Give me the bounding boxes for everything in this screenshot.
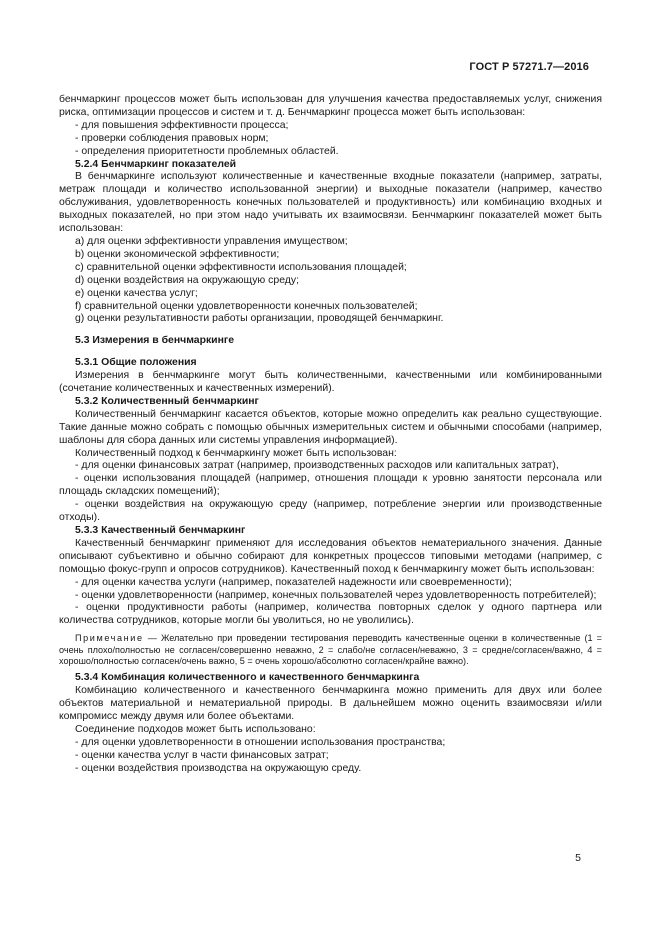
list-item: - для повышения эффективности процесса; [75, 119, 289, 131]
section-heading-5-3: 5.3 Измерения в бенчмаркинге [75, 335, 235, 347]
list-item: - для оценки финансовых затрат (например, производственных расходов или капитальных затрат), [75, 460, 559, 472]
paragraph: Количественный подход к бенчмаркингу может быть использован: [75, 447, 397, 459]
section-heading-5-2-4: 5.2.4 Бенчмаркинг показателей [75, 158, 237, 170]
paragraph: Комбинацию количественного и качественного бенчмаркинга можно применить для двух или более объектов материальной и нематериальной природы. В дальнейшем можно оценить взаимосвязи и/или компромисс между двумя или более объектами. [59, 685, 602, 723]
paragraph: Качественный бенчмаркинг применяют для исследования объектов нематериального значения. Данные описывают субъективно и обычно собирают для конкретных процессов типовыми методами (например, с помощью фокус-групп и опросов сотрудников). Качественный поход к бенчмаркингу может быть использован: [59, 537, 602, 575]
document-code: ГОСТ Р 57271.7—2016 [469, 61, 589, 73]
list-item: f) сравнительной оценки удовлетворенности конечных пользователей; [75, 300, 418, 312]
list-item: - оценки воздействия на окружающую среду (например, потребление энергии или производственные отходы). [59, 499, 602, 524]
list-item: g) оценки результативности работы организации, проводящей бенчмаркинг. [75, 313, 444, 325]
list-item: - оценки качества услуг в части финансовых затрат; [75, 749, 329, 761]
list-item: - оценки продуктивности работы (например, количества повторных сделок у одного партнера или количества сотрудников, которые могли бы уволиться, но не уволились). [59, 602, 602, 627]
list-item: - для оценки качества услуги (например, показателей надежности или своевременности); [75, 576, 512, 588]
list-item: c) сравнительной оценки эффективности использования площадей; [75, 261, 407, 273]
list-item: - оценки использования площадей (например, отношения площади к уровню занятости персонала или площадь складских помещений); [59, 473, 602, 498]
list-item: b) оценки экономической эффективности; [75, 248, 280, 260]
note-text: — Желательно при проведении тестирования переводить качественные оценки в количественные (1 = очень плохо/полностью не согласен/совершенно неважно, 2 = слабо/не согласен/неважно, 3 = средне/согласен/важно, 4 = хорошо/полностью согласен/очень важно, 5 = очень хорошо/абсолютно согласен/крайне важно). [59, 633, 602, 667]
paragraph: Количественный бенчмаркинг касается объектов, которые можно определить как реально существующие. Такие данные можно собрать с помощью обычных измерительных систем и обычными способами (например, шаблоны для сбора данных или системы управления информацией). [59, 408, 602, 446]
list-item: - оценки удовлетворенности (например, конечных пользователей через удовлетворенность потребителей); [75, 589, 597, 601]
intro-paragraph: бенчмаркинг процессов может быть использован для улучшения качества предоставляемых услуг, снижения риска, оптимизации процессов и систем и т. д. Бенчмаркинг процесса может быть использован: [59, 94, 602, 118]
section-heading-5-3-4: 5.3.4 Комбинация количественного и качественного бенчмаркинга [75, 672, 420, 684]
list-item: d) оценки воздействия на окружающую среду; [75, 274, 299, 286]
note [59, 633, 602, 667]
note-label: Примечание [75, 633, 144, 644]
section-heading-5-3-1: 5.3.1 Общие положения [75, 357, 197, 369]
paragraph: Соединение подходов может быть использовано: [75, 724, 316, 736]
paragraph: Измерения в бенчмаркинге могут быть количественными, качественными или комбинированными (сочетание количественных и качественных измерений). [59, 370, 602, 395]
list-item: - оценки воздействия производства на окружающую среду. [75, 762, 362, 774]
section-heading-5-3-3: 5.3.3 Качественный бенчмаркинг [75, 525, 246, 536]
page-content [59, 94, 602, 776]
page-number: 5 [575, 852, 581, 864]
list-item: a) для оценки эффективности управления имуществом; [75, 235, 348, 247]
list-item: e) оценки качества услуг; [75, 287, 198, 299]
list-item: - для оценки удовлетворенности в отношении использования пространства; [75, 737, 446, 748]
paragraph: В бенчмаркинге используют количественные и качественные входные показатели (например, затраты, метраж площади и количество использованной энергии) и выходные показатели (например, качество обслуживания, удовлетворенность конечных пользователей и продуктивность) или комбинацию входных и выходных показателей, но при этом надо учитывать их взаимосвязи. Бенчмаркинг показателей может быть использован: [59, 171, 602, 235]
section-heading-5-3-2: 5.3.2 Количественный бенчмаркинг [75, 395, 259, 407]
list-item: - проверки соблюдения правовых норм; [75, 132, 269, 144]
list-item: - определения приоритетности проблемных областей. [75, 145, 339, 157]
